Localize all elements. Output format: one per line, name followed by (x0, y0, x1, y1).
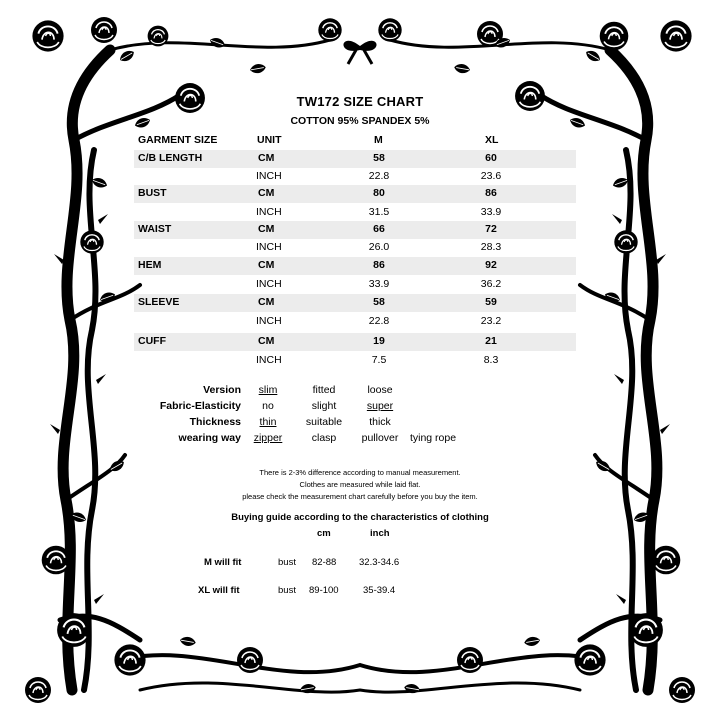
table-row (134, 239, 576, 257)
note-laid-flat: Clothes are measured while laid flat. (299, 480, 421, 489)
option-slim: slim (258, 384, 278, 396)
note-check-chart: please check the measurement chart carefully before you buy the item. (242, 492, 478, 501)
option-loose: loose (367, 384, 393, 396)
buying-guide-title: Buying guide according to the characteristics of clothing (231, 512, 489, 523)
option-clasp: clasp (311, 432, 337, 444)
measure-label: C/B LENGTH (138, 152, 203, 164)
xl-value: 8.3 (483, 354, 499, 366)
table-row (134, 150, 576, 168)
xl-value: 23.6 (480, 170, 502, 182)
measure-label: WAIST (138, 223, 172, 235)
m-value: 80 (373, 187, 385, 199)
guide-col-inch: inch (370, 528, 390, 539)
m-value: 19 (373, 335, 385, 347)
attr-label: Fabric-Elasticity (159, 400, 241, 412)
table-row (134, 333, 576, 351)
m-value: 33.9 (368, 278, 390, 290)
header-m: M (374, 134, 383, 146)
m-value: 22.8 (368, 170, 390, 182)
attr-label: Thickness (189, 416, 241, 428)
xl-value: 59 (485, 296, 497, 308)
unit-cell: INCH (256, 278, 282, 290)
option-suitable: suitable (305, 416, 343, 428)
measure-label: HEM (138, 259, 162, 271)
option-slight: slight (311, 400, 337, 412)
attr-version (0, 384, 241, 398)
measure-label: CUFF (138, 335, 166, 347)
option-zipper: zipper (253, 432, 283, 444)
table-row (134, 185, 576, 203)
unit-cell: CM (258, 187, 275, 199)
measure-label: SLEEVE (138, 296, 180, 308)
header-xl: XL (485, 134, 499, 146)
m-value: 58 (373, 296, 385, 308)
m-value: 22.8 (368, 315, 390, 327)
guide-inch: 35-39.4 (363, 585, 396, 596)
unit-cell: INCH (256, 315, 282, 327)
measure-label: BUST (138, 187, 167, 199)
xl-value: 21 (485, 335, 497, 347)
table-row (134, 294, 576, 312)
table-row (134, 313, 576, 331)
option-pullover: pullover (361, 432, 399, 444)
unit-cell: CM (258, 296, 275, 308)
table-row (134, 221, 576, 239)
guide-cm: 82-88 (312, 557, 337, 568)
attr-label: Version (203, 384, 241, 396)
guide-part: bust (278, 585, 296, 596)
table-row (134, 276, 576, 294)
xl-value: 36.2 (480, 278, 502, 290)
m-value: 26.0 (368, 241, 390, 253)
option-thin: thin (259, 416, 277, 428)
m-value: 66 (373, 223, 385, 235)
xl-value: 72 (485, 223, 497, 235)
unit-cell: CM (258, 223, 275, 235)
unit-cell: INCH (256, 206, 282, 218)
guide-part: bust (278, 557, 296, 568)
table-row (134, 168, 576, 186)
unit-cell: INCH (256, 170, 282, 182)
option-thick: thick (369, 416, 391, 428)
note-difference: There is 2-3% difference according to manual measurement. (259, 468, 461, 477)
attr-label: wearing way (178, 432, 241, 444)
guide-col-cm: cm (317, 528, 331, 539)
header-unit: UNIT (257, 134, 282, 146)
option-super: super (366, 400, 394, 412)
guide-inch: 32.3-34.6 (359, 557, 400, 568)
xl-value: 86 (485, 187, 497, 199)
m-value: 58 (373, 152, 385, 164)
guide-cm: 89-100 (309, 585, 339, 596)
option-tying-rope: tying rope (409, 432, 457, 444)
option-fitted: fitted (312, 384, 336, 396)
attr-wearing-way (0, 432, 241, 446)
attr-thickness (0, 416, 241, 430)
fabric-composition: COTTON 95% SPANDEX 5% (290, 115, 430, 127)
attr-fabric-elasticity (0, 400, 241, 414)
xl-value: 23.2 (480, 315, 502, 327)
m-value: 86 (373, 259, 385, 271)
guide-fit: M will fit (204, 557, 242, 568)
bow-icon (343, 41, 376, 64)
guide-fit: XL will fit (198, 585, 240, 596)
header-garment-size: GARMENT SIZE (138, 134, 218, 146)
table-row (134, 257, 576, 275)
xl-value: 60 (485, 152, 497, 164)
xl-value: 33.9 (480, 206, 502, 218)
unit-cell: INCH (256, 241, 282, 253)
table-row (134, 352, 576, 370)
unit-cell: CM (258, 152, 275, 164)
xl-value: 92 (485, 259, 497, 271)
option-no: no (262, 400, 274, 412)
table-row (134, 204, 576, 222)
m-value: 7.5 (371, 354, 387, 366)
chart-title: TW172 SIZE CHART (296, 94, 424, 109)
unit-cell: CM (258, 335, 275, 347)
unit-cell: CM (258, 259, 275, 271)
m-value: 31.5 (368, 206, 390, 218)
unit-cell: INCH (256, 354, 282, 366)
xl-value: 28.3 (480, 241, 502, 253)
